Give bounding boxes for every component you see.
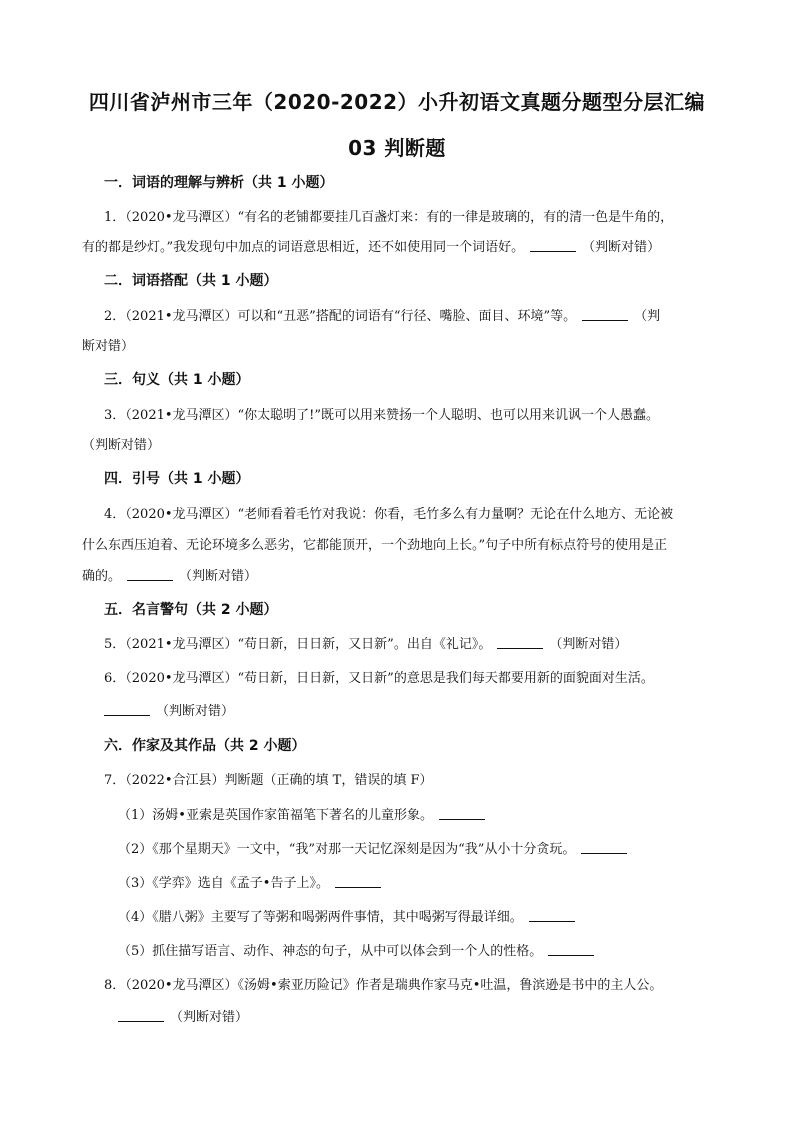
- question-6-line-1: 6．（2020•龙马潭区）“苟日新，日日新，又日新”的意思是我们每天都要用新的面貌面对生活。: [104, 671, 654, 686]
- question-1-line-2: 有的都是纱灯。”我发现句中加点的词语意思相近，还不如使用同一个词语好。 （判断对错）: [82, 240, 661, 255]
- answer-blank[interactable]: [497, 636, 543, 649]
- answer-blank[interactable]: [439, 807, 485, 820]
- question-7-item: （2）《那个星期天》一文中，“我”对那一天记忆深刻是因为“我”从小十分贪玩。: [118, 838, 633, 857]
- question-3-line-1: 3．（2021•龙马潭区）“你太聪明了!”既可以用来赞扬一个人聪明、也可以用来讥讽一个人愚蠢。: [104, 408, 660, 423]
- answer-blank[interactable]: [582, 308, 628, 321]
- question-8-line-1: 8．（2020•龙马潭区）《汤姆•索亚历险记》作者是瑞典作家马克•吐温，鲁滨逊是书中的主人公。: [104, 978, 663, 993]
- document-subtitle: 03 判断题: [348, 136, 446, 160]
- question-4-line-2: 什么东西压迫着、无论环境多么恶劣，它都能顶开，一个劲地向上长。”句子中所有标点符号的使用是正: [82, 538, 668, 553]
- section-heading: 一．词语的理解与辨析（共 1 小题）: [104, 175, 334, 191]
- question-7-item: （3）《学弈》选自《孟子•告子上》。: [118, 872, 387, 891]
- question-1-line-1: 1．（2020•龙马潭区）“有名的老铺都要挂几百盏灯来：有的一律是玻璃的，有的清一色是牛角的，: [104, 210, 674, 225]
- section-heading: 六．作家及其作品（共 2 小题）: [104, 738, 306, 754]
- answer-blank[interactable]: [548, 943, 594, 956]
- question-5-line-1: 5．（2021•龙马潭区）“苟日新，日日新，又日新”。出自《礼记》。 （判断对错）: [104, 637, 628, 652]
- answer-blank[interactable]: [529, 909, 575, 922]
- answer-blank[interactable]: [118, 1009, 164, 1022]
- question-2-line-1: 2．（2021•龙马潭区）可以和“丑恶”搭配的词语有“行径、嘴脸、面目、环境”等。 （判: [104, 309, 661, 324]
- question-7-item: （4）《腊八粥》主要写了等粥和喝粥两件事情，其中喝粥写得最详细。: [118, 906, 581, 925]
- section-heading: 二．词语搭配（共 1 小题）: [104, 273, 278, 289]
- answer-blank[interactable]: [127, 568, 173, 581]
- document-title: 四川省泸州市三年（2020-2022）小升初语文真题分题型分层汇编: [88, 90, 706, 114]
- answer-blank[interactable]: [530, 239, 576, 252]
- question-2-line-2: 断对错）: [82, 339, 135, 354]
- question-7-item: （1）汤姆•亚索是英国作家笛福笔下著名的儿童形象。: [118, 804, 491, 823]
- question-8-line-2: （判断对错）: [118, 1006, 248, 1025]
- answer-blank[interactable]: [335, 875, 381, 888]
- answer-blank[interactable]: [104, 703, 150, 716]
- section-heading: 五．名言警句（共 2 小题）: [104, 602, 278, 618]
- question-7-stem: 7．（2022•合江县）判断题（正确的填 T，错误的填 F）: [104, 773, 433, 788]
- question-3-line-2: （判断对错）: [82, 438, 161, 453]
- section-heading: 四．引号（共 1 小题）: [104, 471, 250, 487]
- question-4-line-3: 确的。 （判断对错）: [82, 569, 258, 584]
- question-4-line-1: 4．（2020•龙马潭区）“老师看着毛竹对我说：你看，毛竹多么有力量啊？无论在什么地方、无论被: [104, 507, 674, 522]
- answer-blank[interactable]: [581, 841, 627, 854]
- section-heading: 三．句义（共 1 小题）: [104, 372, 250, 388]
- question-7-item: （5）抓住描写语言、动作、神态的句子，从中可以体会到一个人的性格。: [118, 940, 600, 959]
- question-6-line-2: （判断对错）: [104, 700, 234, 719]
